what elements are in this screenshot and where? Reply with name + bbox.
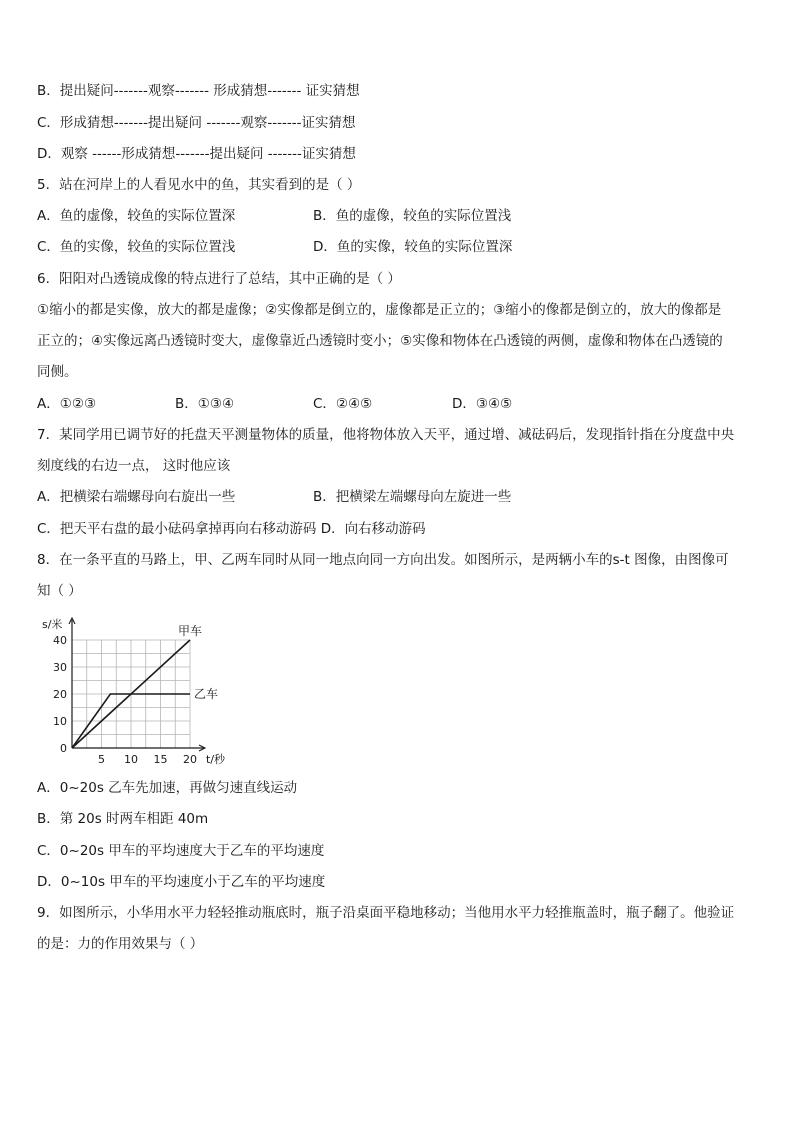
- x-tick-label: 15: [153, 753, 168, 766]
- q4-option-c: C．形成猜想-------提出疑问 -------观察-------证实猜想: [37, 115, 356, 131]
- q6-statement-line-3: 同侧。: [37, 364, 78, 380]
- y-axis-label: s/米: [42, 618, 63, 631]
- x-axis-label: t/秒: [206, 753, 226, 766]
- y-tick-label: 30: [53, 661, 67, 674]
- q7-option-c-d: C．把天平右盘的最小砝码拿掉再向右移动游码 D．向右移动游码: [37, 521, 426, 537]
- q5-stem: 5．站在河岸上的人看见水中的鱼，其实看到的是（ ）: [37, 177, 361, 193]
- q8-option-b: B．第 20s 时两车相距 40m: [37, 811, 209, 827]
- q6-statement-line-2: 正立的；④实像远离凸透镜时变大，虚像靠近凸透镜时变小；⑤实像和物体在凸透镜的两侧，虚像和物体在凸透镜的: [37, 333, 723, 349]
- q5-option-b: B．鱼的虚像，较鱼的实际位置浅: [313, 208, 512, 224]
- q6-statement-line-1: ①缩小的都是实像，放大的都是虚像；②实像都是倒立的，虚像都是正立的；③缩小的像都是倒立的，放大的像都是: [37, 302, 722, 318]
- st-graph: [36, 614, 236, 770]
- q8-option-d: D．0~10s 甲车的平均速度小于乙车的平均速度: [37, 874, 326, 890]
- q6-option-b: B．①③④: [175, 396, 235, 412]
- q8-option-c: C．0~20s 甲车的平均速度大于乙车的平均速度: [37, 843, 325, 859]
- q7-option-b: B．把横梁左端螺母向左旋进一些: [313, 489, 512, 505]
- q4-option-d: D．观察 ------形成猜想-------提出疑问 -------证实猜想: [37, 146, 356, 162]
- q6-option-c: C．②④⑤: [313, 396, 373, 412]
- x-tick-label: 5: [98, 753, 105, 766]
- y-tick-label: 40: [53, 634, 67, 647]
- q8-option-a: A．0~20s 乙车先加速，再做匀速直线运动: [37, 780, 298, 796]
- y-tick-label: 20: [53, 688, 67, 701]
- q9-stem-line-1: 9．如图所示，小华用水平力轻轻推动瓶底时，瓶子沿桌面平稳地移动；当他用水平力轻推瓶盖时，瓶子翻了。他验证: [37, 905, 735, 921]
- y-tick-label: 0: [60, 742, 67, 755]
- q7-option-a: A．把横梁右端螺母向右旋出一些: [37, 489, 236, 505]
- q6-option-d: D．③④⑤: [452, 396, 513, 412]
- q8-stem-line-1: 8．在一条平直的马路上，甲、乙两车同时从同一地点向同一方向出发。如图所示，是两辆小车的s-t 图像，由图像可: [37, 552, 729, 568]
- series-label: 乙车: [194, 687, 219, 701]
- y-tick-label: 10: [53, 715, 67, 728]
- series-label: 甲车: [178, 624, 203, 638]
- x-tick-label: 10: [124, 753, 138, 766]
- q5-option-a: A．鱼的虚像，较鱼的实际位置深: [37, 208, 236, 224]
- q6-option-a: A．①②③: [37, 396, 97, 412]
- q4-option-b: B．提出疑问-------观察------- 形成猜想------- 证实猜想: [37, 83, 360, 99]
- q6-stem: 6．阳阳对凸透镜成像的特点进行了总结，其中正确的是（ ）: [37, 271, 401, 287]
- q5-option-d: D．鱼的实像，较鱼的实际位置深: [313, 239, 513, 255]
- q5-option-c: C．鱼的实像，较鱼的实际位置浅: [37, 239, 236, 255]
- x-tick-label: 20: [183, 753, 197, 766]
- q7-stem-line-2: 刻度线的右边一点， 这时他应该: [37, 458, 231, 474]
- q7-stem-line-1: 7．某同学用已调节好的托盘天平测量物体的质量，他将物体放入天平，通过增、减砝码后，发现指针指在分度盘中央: [37, 427, 735, 443]
- q9-stem-line-2: 的是：力的作用效果与（ ）: [37, 936, 204, 952]
- q8-stem-line-2: 知（ ）: [37, 583, 82, 599]
